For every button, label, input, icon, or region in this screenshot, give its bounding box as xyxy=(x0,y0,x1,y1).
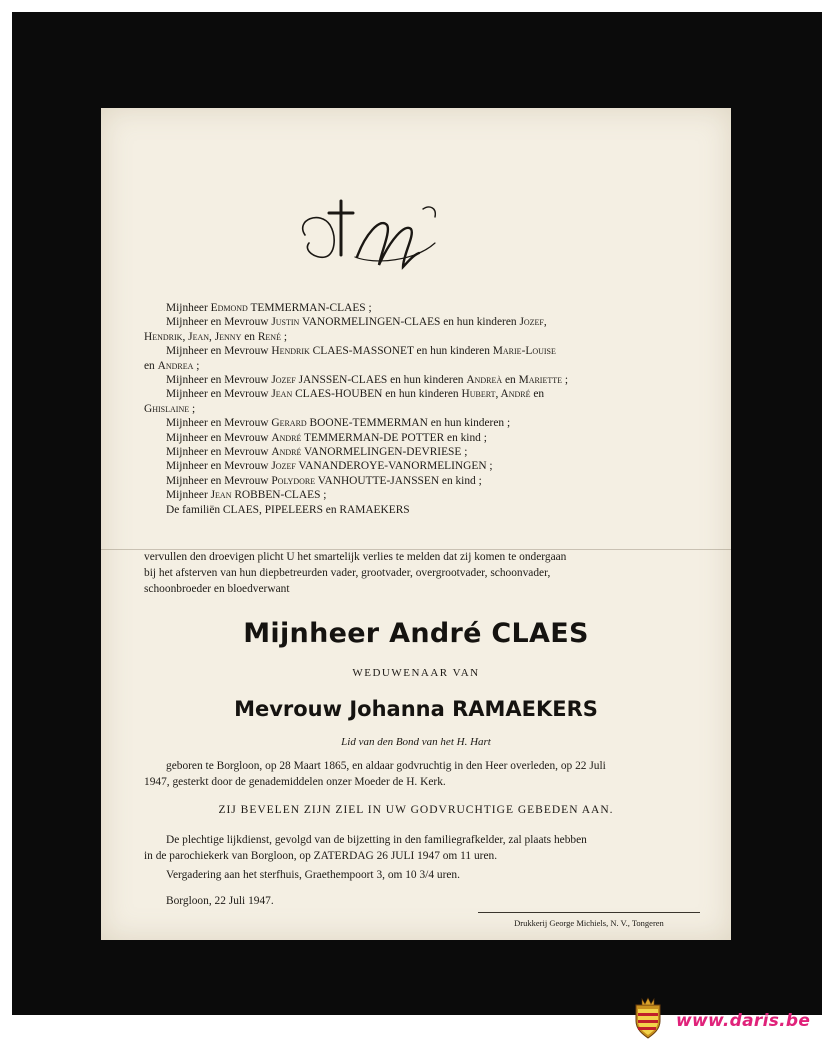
birth-line: 1947, gesterkt door de genademiddelen onzer Moeder de H. Kerk. xyxy=(144,776,446,788)
given-name: Jozef xyxy=(271,460,296,473)
family-text: ; xyxy=(562,374,569,387)
family-text: VANORMELINGEN-DEVRIESE ; xyxy=(301,446,468,459)
family-line xyxy=(144,503,704,517)
family-text: ; xyxy=(280,330,287,343)
prayer-request: ZIJ BEVELEN ZIJN ZIEL IN UW GODVRUCHTIGE GEBEDEN AAN. xyxy=(218,804,614,816)
family-line xyxy=(144,459,704,473)
birth-line: geboren te Borgloon, op 28 Maart 1865, en aldaar godvruchtig in den Heer overleden, op 22 Juli xyxy=(166,760,606,772)
family-text: TEMMERMAN-CLAES ; xyxy=(247,302,372,314)
given-name: Andreà xyxy=(466,374,503,387)
family-line xyxy=(144,359,704,373)
family-line xyxy=(144,301,704,315)
family-text: CLAES-MASSONET en hun kinderen xyxy=(309,345,493,358)
family-text: ; xyxy=(189,402,196,415)
given-name: Jean xyxy=(210,489,232,502)
given-name: Andrea xyxy=(157,359,194,372)
given-name: Jean xyxy=(271,388,293,401)
given-name: Hendrik, Jean, Jenny xyxy=(144,330,242,343)
given-name: Jozef, xyxy=(519,316,547,329)
family-text: Mijnheer en Mevrouw xyxy=(166,316,272,329)
given-name: André xyxy=(271,446,302,459)
place-date: Borgloon, 22 Juli 1947. xyxy=(166,895,274,907)
meeting-line: Vergadering aan het sterfhuis, Graethempoort 3, om 10 3/4 uren. xyxy=(166,869,460,881)
family-text: Mijnheer en Mevrouw xyxy=(166,431,272,444)
watermark-site-link[interactable]: www.daris.be xyxy=(676,1011,811,1031)
family-text: en xyxy=(241,330,258,343)
family-line xyxy=(144,402,704,416)
family-text: en xyxy=(144,359,158,372)
printer-credit: Drukkerij George Michiels, N. V., Tongeren xyxy=(514,918,664,928)
family-text: JANSSEN-CLAES en hun kinderen xyxy=(295,374,467,387)
given-name: Mariette xyxy=(518,374,563,387)
family-text: ROBBEN-CLAES ; xyxy=(231,489,327,502)
given-name: René xyxy=(257,330,281,343)
family-text: CLAES-HOUBEN en hun kinderen xyxy=(292,388,462,401)
family-text: TEMMERMAN-DE POTTER en kind ; xyxy=(301,431,487,444)
family-text: VANORMELINGEN-CLAES en hun kinderen xyxy=(299,316,520,329)
intro-paragraph xyxy=(144,549,704,597)
family-line xyxy=(144,315,704,329)
family-text: Mijnheer en Mevrouw xyxy=(166,474,272,487)
given-name: Ghislaine xyxy=(144,402,190,415)
family-line xyxy=(144,488,704,502)
family-line xyxy=(144,474,704,488)
intro-line: schoonbroeder en bloedverwant xyxy=(144,583,290,595)
family-text: De familiën CLAES, PIPELEERS en RAMAEKERS xyxy=(166,503,410,516)
family-line xyxy=(144,431,704,445)
family-text: en xyxy=(502,374,519,387)
service-line: De plechtige lijkdienst, gevolgd van de bijzetting in den familiegrafkelder, zal plaats hebben xyxy=(166,834,587,846)
family-line xyxy=(144,416,704,430)
family-text: en xyxy=(530,388,545,401)
family-text: VANANDEROYE-VANORMELINGEN ; xyxy=(295,460,493,473)
widower-of-label: WEDUWENAAR VAN xyxy=(352,667,480,679)
family-text: ; xyxy=(193,359,200,372)
membership-line: Lid van den Bond van het H. Hart xyxy=(341,736,491,748)
family-text: Mijnheer en Mevrouw xyxy=(166,374,272,387)
given-name: Hubert, André xyxy=(461,388,531,401)
heraldic-shield-icon[interactable] xyxy=(632,997,664,1039)
birth-death-paragraph xyxy=(144,758,700,790)
given-name: Marie-Louise xyxy=(492,345,556,358)
spouse-name: Mevrouw Johanna RAMAEKERS xyxy=(234,697,598,721)
service-line: in de parochiekerk van Borgloon, op ZATERDAG 26 JULI 1947 om 11 uren. xyxy=(144,850,498,862)
family-line xyxy=(144,387,704,401)
given-name: Hendrik xyxy=(271,345,310,358)
intro-line: bij het afsterven van hun diepbetreurden vader, grootvader, overgrootvader, schoonvader, xyxy=(144,567,551,579)
family-line xyxy=(144,344,704,358)
given-name: Polydore xyxy=(271,474,316,487)
given-name: Justin xyxy=(271,316,300,329)
printer-rule xyxy=(478,912,700,913)
given-name: André xyxy=(271,431,302,444)
family-text: Mijnheer en Mevrouw xyxy=(166,446,272,459)
family-line xyxy=(144,373,704,387)
family-list xyxy=(144,301,704,517)
family-text: Mijnheer en Mevrouw xyxy=(166,388,272,401)
funeral-service-paragraph xyxy=(144,832,700,864)
given-name: Jozef xyxy=(271,374,296,387)
given-name: Gerard xyxy=(271,417,307,430)
family-line xyxy=(144,330,704,344)
cross-monogram-icon xyxy=(295,195,445,285)
family-text: BOONE-TEMMERMAN en hun kinderen ; xyxy=(306,417,511,430)
given-name: Edmond xyxy=(210,302,248,314)
intro-line: vervullen den droevigen plicht U het smartelijk verlies te melden dat zij komen te ondergaan xyxy=(144,551,567,563)
deceased-name: Mijnheer André CLAES xyxy=(243,618,589,649)
family-text: Mijnheer xyxy=(166,489,211,502)
family-text: Mijnheer en Mevrouw xyxy=(166,417,272,430)
family-text: Mijnheer en Mevrouw xyxy=(166,460,272,473)
family-text: VANHOUTTE-JANSSEN en kind ; xyxy=(315,474,482,487)
family-text: Mijnheer en Mevrouw xyxy=(166,345,272,358)
family-text: Mijnheer xyxy=(166,302,211,314)
family-line xyxy=(144,445,704,459)
